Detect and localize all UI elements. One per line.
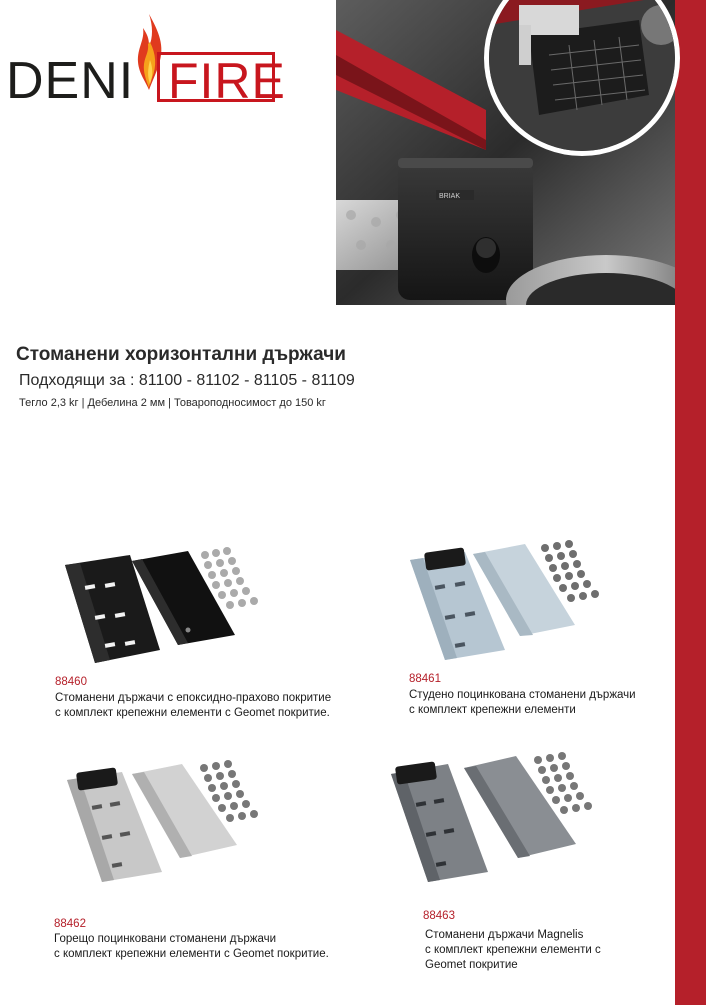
product-desc-line: Стоманени държачи с епоксидно-прахово покритие [55,692,332,704]
brand-logo [6,8,296,118]
product-image-88462 [62,760,287,890]
product-image-88460 [60,545,285,675]
product-code-88461: 88461 [409,673,441,685]
product-desc-line: с комплект крепежни елементи с Geomet покритие. [55,707,330,719]
compatibility-subtitle: Подходящи за : 81100 - 81102 - 81105 - 81109 [19,372,355,389]
side-accent-stripe [675,0,706,1005]
product-desc-88462 [54,932,329,962]
hero-box-label: BRIAK [439,193,461,200]
product-desc-line: Стоманени държачи Magnelis [425,929,584,941]
logo-deni-text: DENI [6,52,135,110]
product-desc-line: Горещо поцинковани стоманени държачи [54,933,277,945]
product-desc-line: с комплект крепежни елементи [409,704,576,716]
product-code-88462: 88462 [54,918,86,930]
logo-fire-text: FIRE [168,53,286,109]
product-desc-line: с комплект крепежни елементи с Geomet покритие. [54,948,329,960]
product-image-88463 [386,752,621,892]
product-desc-line: с комплект крепежни елементи с [425,944,601,956]
specs-line: Тегло 2,3 kг | Дебелина 2 мм | Товароподносимост до 150 kг [19,397,326,409]
page-title: Стоманени хоризонтални държачи [16,344,346,365]
product-code-88460: 88460 [55,676,87,688]
product-desc-88460 [55,691,331,721]
product-code-88463: 88463 [423,910,455,922]
product-desc-88461 [409,688,636,718]
product-image-88461 [405,540,630,670]
product-desc-88463 [425,928,601,973]
logo-fire-frame [157,52,286,109]
product-desc-line: Студено поцинкована стоманени държачи [409,689,636,701]
product-desc-line: Geomet покритие [425,959,518,971]
